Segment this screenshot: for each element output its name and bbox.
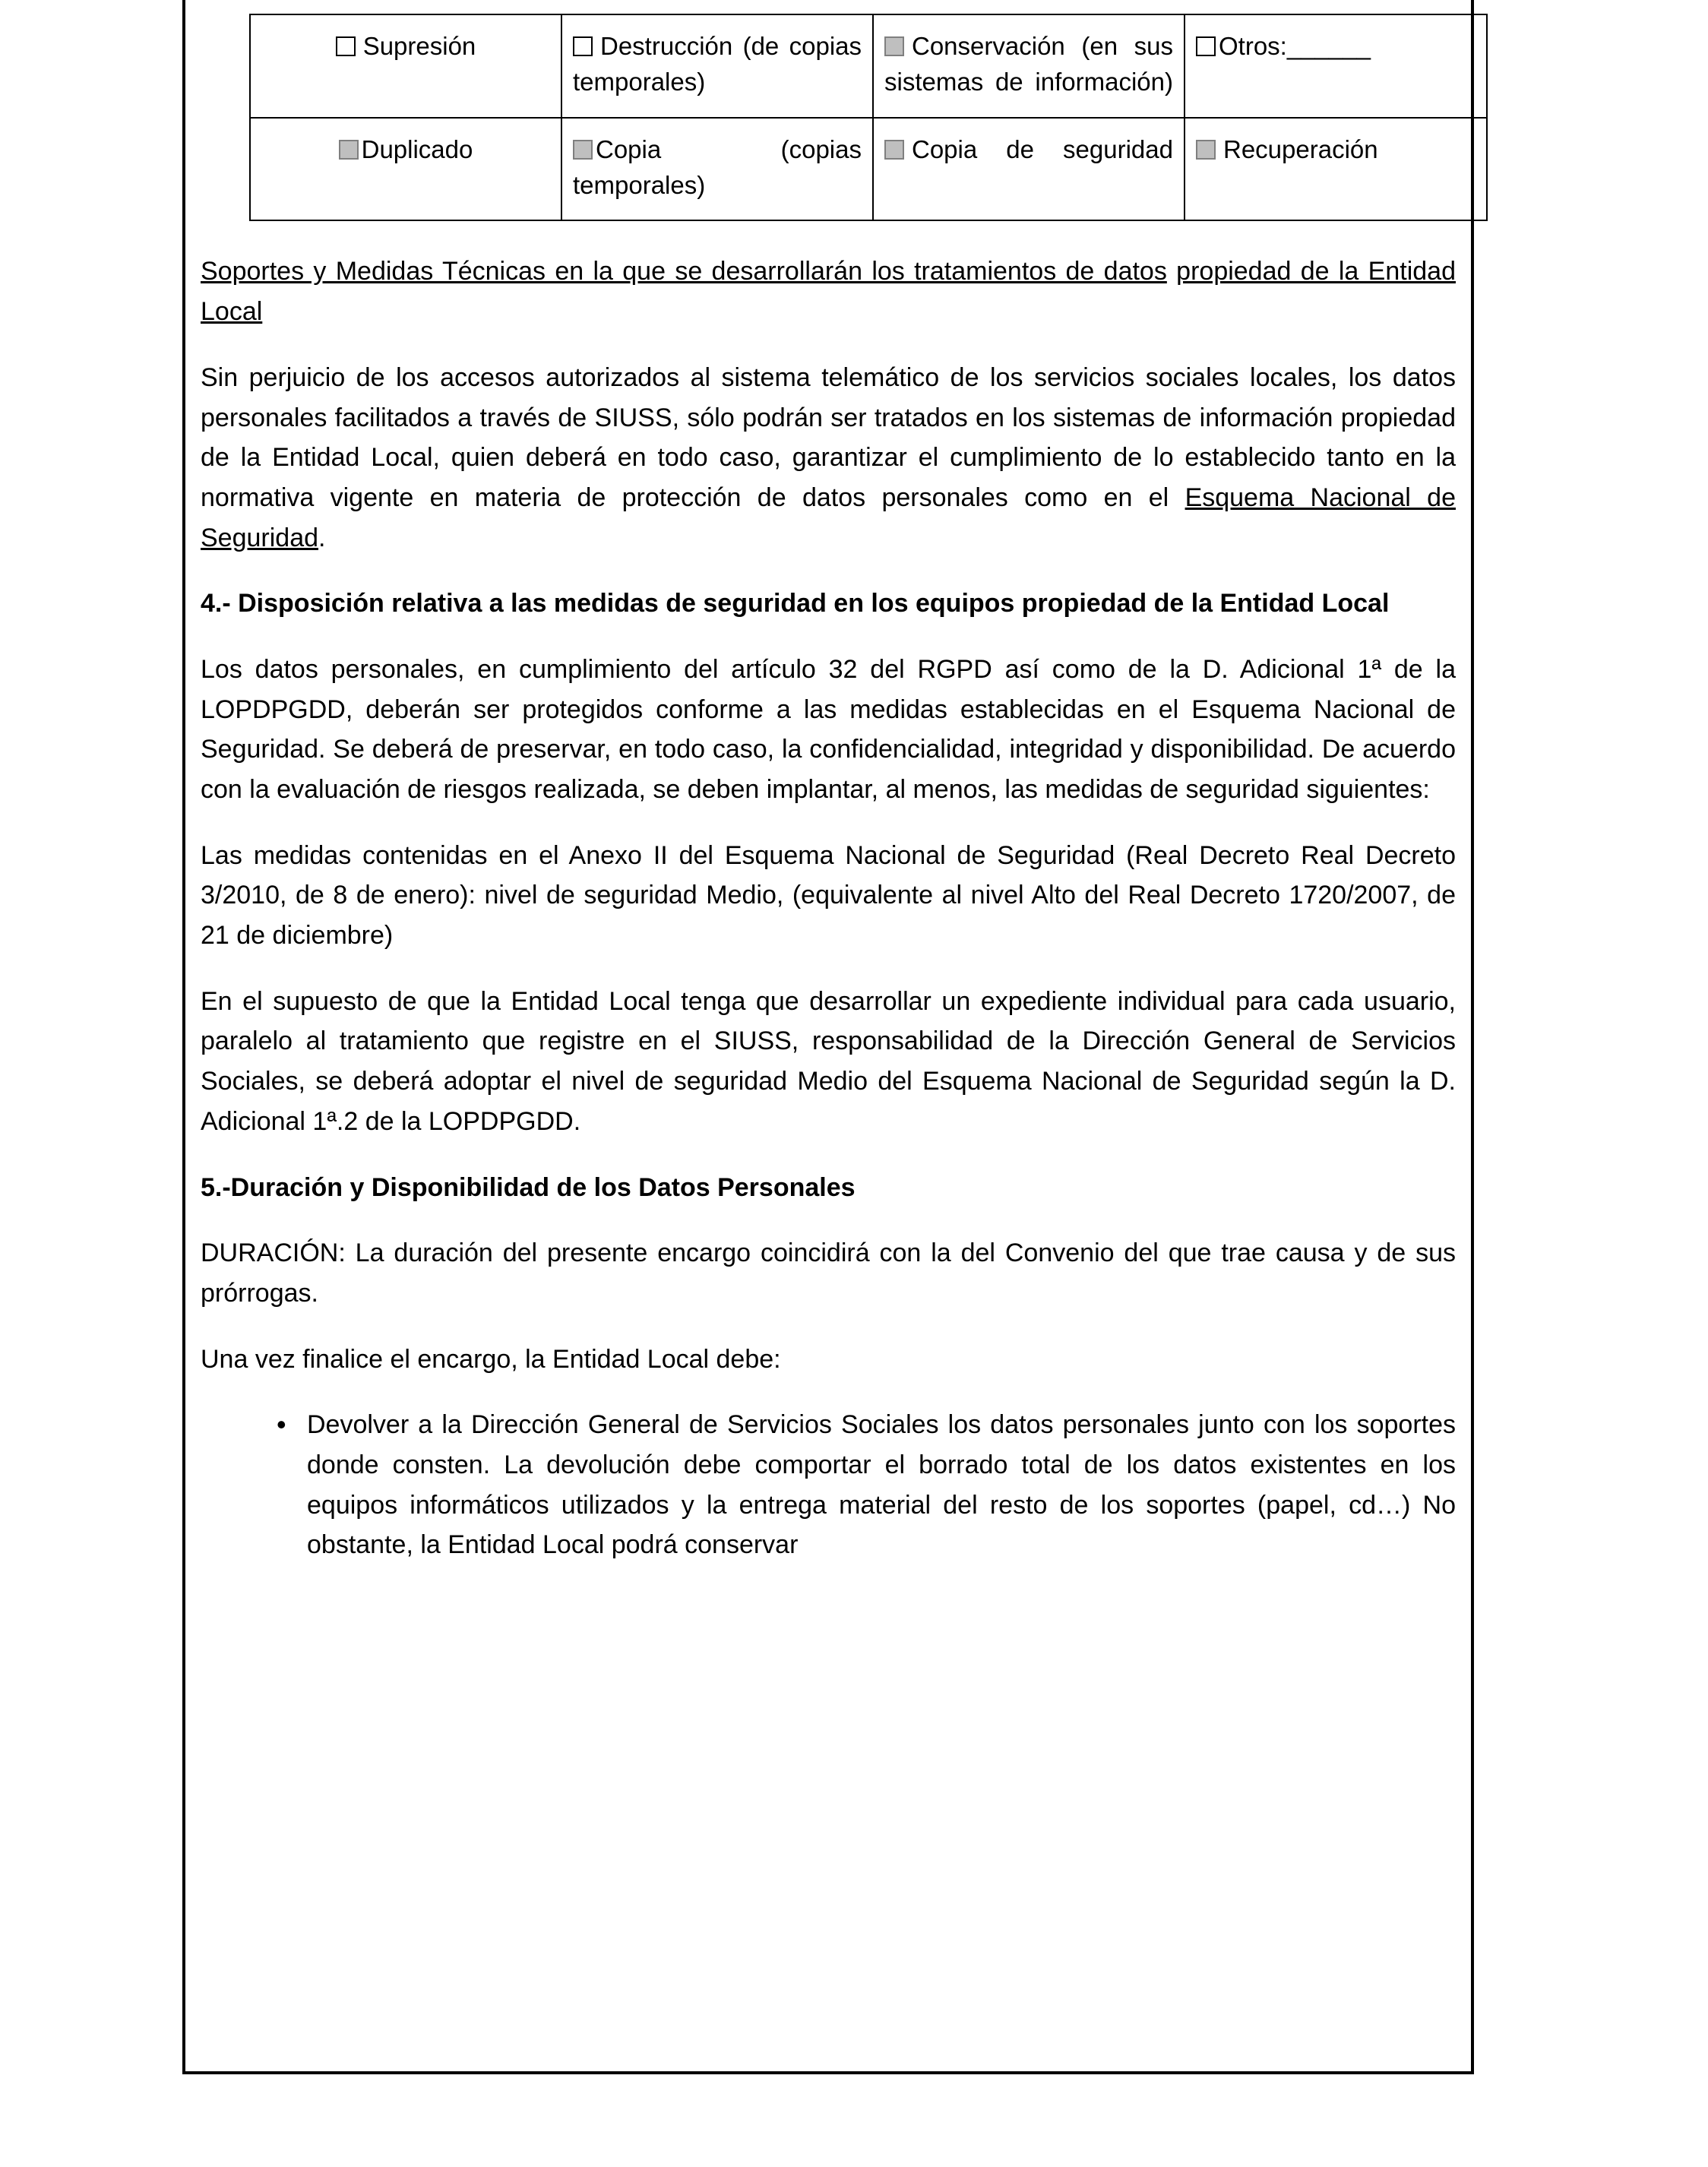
table-cell-copia (561, 118, 873, 221)
table-cell-supresion (250, 14, 561, 118)
paragraph-supuesto: En el supuesto de que la Entidad Local tenga que desarrollar un expediente individual para cada usuario, paralelo al tratamiento que registre en el SIUSS, responsabilidad de la Dirección General de Servicios Sociales, se deberá adoptar el nivel de seguridad Medio del Esquema Nacional de Seguridad según la D. Adicional 1ª.2 de la LOPDPGDD. (201, 986, 1456, 1136)
paragraph-medidas-anexo: Las medidas contenidas en el Anexo II del Esquema Nacional de Seguridad (Real Decreto Real Decreto 3/2010, de 8 de enero): nivel de seguridad Medio, (equivalente al nivel Alto del Real Decreto 1720/2007, de 21 de diciembre) (201, 840, 1456, 951)
cell-label: Copia de seguridad (912, 134, 1173, 163)
table-cell-copia-seguridad (873, 118, 1185, 221)
cell-label: Conservación (en sus sistemas de información) (884, 32, 1173, 96)
cell-label: Destrucción (de copias temporales) (573, 32, 862, 96)
checkbox-icon[interactable] (884, 140, 904, 160)
section-heading-5: 5.-Duración y Disponibilidad de los Datos Personales (201, 1172, 856, 1202)
paragraph-sin-perjuicio (201, 358, 1456, 558)
cell-label: Recuperación (1223, 134, 1378, 163)
checkbox-icon[interactable] (336, 36, 356, 56)
checkbox-icon[interactable] (339, 140, 359, 160)
document-content (201, 14, 1456, 1588)
section-heading-4: 4.- Disposición relativa a las medidas de seguridad en los equipos propiedad de la Entidad Local (201, 589, 1390, 618)
table-cell-otros (1185, 14, 1487, 118)
paragraph-una-vez: Una vez finalice el encargo, la Entidad Local debe: (201, 1344, 781, 1374)
soportes-heading-part1: Soportes y Medidas Técnicas en la que se desarrollarán los tratamientos de datos (201, 257, 1167, 286)
checkbox-icon[interactable] (884, 36, 904, 56)
table-row (250, 14, 1487, 118)
table-cell-conservacion (873, 14, 1185, 118)
cell-label: Supresión (362, 32, 476, 60)
sin-perjuicio-text: Sin perjuicio de los accesos autorizados al sistema telemático de los servicios sociales locales, los datos personales facilitados a través de SIUSS, sólo podrán ser tratados en los sistemas de información propiedad de la Entidad Local, quien deberá en todo caso, garantizar el cumplimiento de lo establecido tanto en la normativa vigente en materia de protección de datos personales como en el (201, 362, 1456, 512)
paragraph-datos-personales: Los datos personales, en cumplimiento del artículo 32 del RGPD así como de la D. Adicional 1ª de la LOPDPGDD, deberán ser protegidos conforme a las medidas establecidas en el Esquema Nacional de Seguridad. Se deberá de preservar, en todo caso, la confidencialidad, integridad y disponibilidad. De acuerdo con la evaluación de riesgos realizada, se deben implantar, al menos, las medidas de seguridad siguientes: (201, 654, 1456, 804)
checkbox-icon[interactable] (1196, 140, 1216, 160)
cell-label: Copia (copias temporales) (573, 134, 862, 199)
table-cell-recuperacion (1185, 118, 1487, 221)
table-cell-duplicado (250, 118, 561, 221)
table-cell-destruccion (561, 14, 873, 118)
list-item: • Devolver a la Dirección General de Servicios Sociales los datos personales junto con los soportes donde consten. La devolución debe comportar el borrado total de los datos existentes en los equipos informáticos utilizados y la entrega material del resto de los soportes (papel, cd…) No obstante, la Entidad Local podrá conservar (277, 1405, 1456, 1565)
checkbox-icon[interactable] (573, 140, 593, 160)
paragraph-soportes (201, 251, 1456, 331)
ens-reference: Esquema Nacional de Seguridad (201, 482, 1456, 552)
sin-perjuicio-end: . (318, 523, 326, 552)
table-row (250, 118, 1487, 221)
soportes-heading-part2: propiedad de la Entidad Local (201, 257, 1456, 327)
security-measures-table (249, 14, 1488, 221)
checkbox-icon[interactable] (1196, 36, 1216, 56)
cell-label: Duplicado (361, 134, 473, 163)
obligations-list (201, 1405, 1456, 1565)
checkbox-icon[interactable] (573, 36, 593, 56)
paragraph-duracion: DURACIÓN: La duración del presente encargo coincidirá con la del Convenio del que trae causa y de sus prórrogas. (201, 1239, 1456, 1308)
cell-label: Otros:______ (1219, 32, 1371, 60)
